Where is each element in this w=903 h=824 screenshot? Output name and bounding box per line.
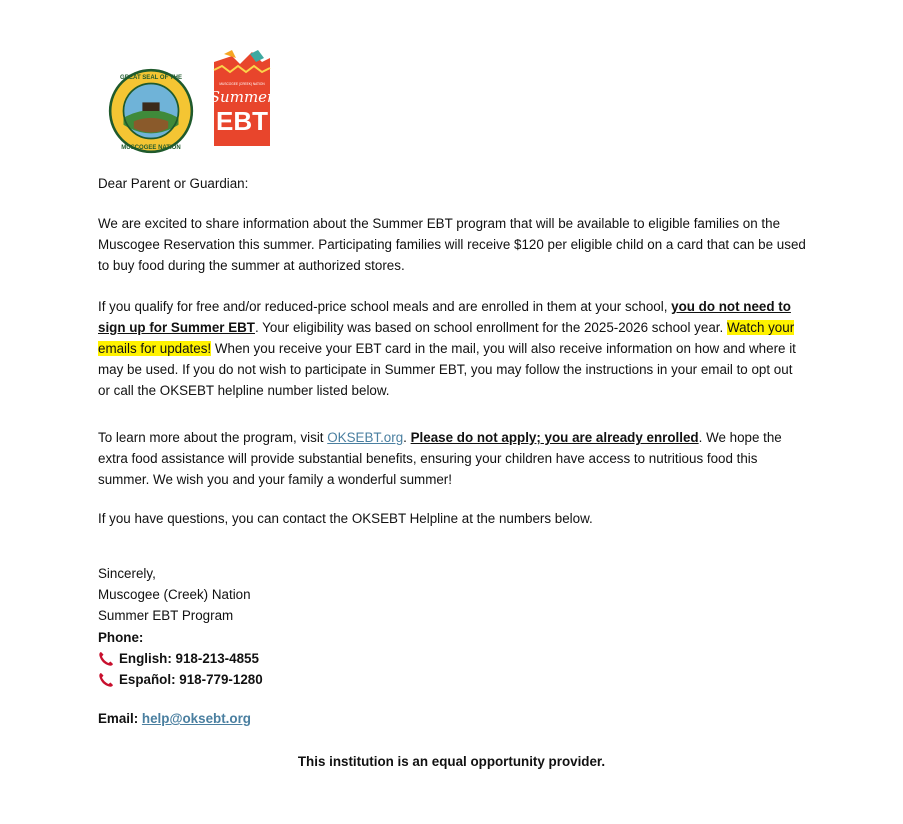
- p2-text-c: When you receive your EBT card in the mail, you will also receive information on how and where it may be used. If you do not wish to participate in Summer EBT, you may follow the instructions in your email to opt out or call the OKSEBT helpline number listed below.: [98, 341, 796, 398]
- p3-text-a: To learn more about the program, visit: [98, 430, 328, 445]
- seal-text-top: GREAT SEAL OF THE: [120, 75, 182, 82]
- phone-spanish-row[interactable]: [98, 669, 808, 690]
- p2-text-b: . Your eligibility was based on school enrollment for the 2025-2026 school year.: [254, 320, 727, 335]
- ebt-small-text: MUSCOGEE (CREEK) NATION: [219, 82, 265, 86]
- phone-label: Phone:: [98, 630, 144, 645]
- summer-ebt-logo-icon: [210, 50, 274, 150]
- paragraph-program-info: We are excited to share information about the Summer EBT program that will be available to eligible families on the Muscogee Reservation this summer. Participating families will receive $120 per eligible child on a card that can be used to buy food during the summer at authorized stores.: [98, 216, 806, 273]
- seal-text-bottom: MUSCOGEE NATION: [121, 144, 181, 151]
- p3-text-c: . We hope the extra food assistance will provide substantial benefits, ensuring your children have access to nutritious food this summer. We wish you and your family a wonderful summer!: [98, 430, 782, 487]
- email-block: [98, 708, 808, 729]
- phone-icon: [98, 672, 114, 688]
- phone-block: [98, 627, 808, 690]
- signature-program: Summer EBT Program: [98, 608, 234, 623]
- email-label: Email:: [98, 711, 139, 726]
- phone-icon: [98, 651, 114, 667]
- p2-text-a: If you qualify for free and/or reduced-price school meals and are enrolled in them at your school,: [98, 299, 672, 314]
- p3-text-b: .: [403, 430, 411, 445]
- p2-highlight-watch-emails: Watch your emails for updates!: [98, 320, 795, 356]
- p2-bold-no-signup: you do not need to sign up for Summer EBT: [98, 299, 791, 335]
- email-link[interactable]: help@oksebt.org: [141, 711, 251, 726]
- p3-bold-do-not-apply: Please do not apply; you are already enrolled: [410, 430, 699, 445]
- closing: Sincerely,: [98, 566, 156, 581]
- signature-block: [98, 563, 808, 626]
- paragraph-learn-more: [98, 427, 808, 490]
- muscogee-seal-icon: [108, 68, 194, 154]
- oksebt-link[interactable]: OKSEBT.org: [327, 430, 404, 445]
- phone-english-row[interactable]: [98, 648, 808, 669]
- ebt-word-summer: Summer: [210, 88, 274, 106]
- phone-english: English: 918-213-4855: [119, 651, 259, 666]
- ebt-word-ebt: EBT: [216, 106, 268, 136]
- greeting: Dear Parent or Guardian:: [98, 176, 249, 191]
- signature-org: Muscogee (Creek) Nation: [98, 587, 251, 602]
- paragraph-questions: If you have questions, you can contact the OKSEBT Helpline at the numbers below.: [98, 511, 593, 526]
- equal-opportunity-footer: This institution is an equal opportunity provider.: [297, 754, 606, 769]
- phone-spanish: Español: 918-779-1280: [119, 672, 263, 687]
- paragraph-eligibility: [98, 296, 808, 401]
